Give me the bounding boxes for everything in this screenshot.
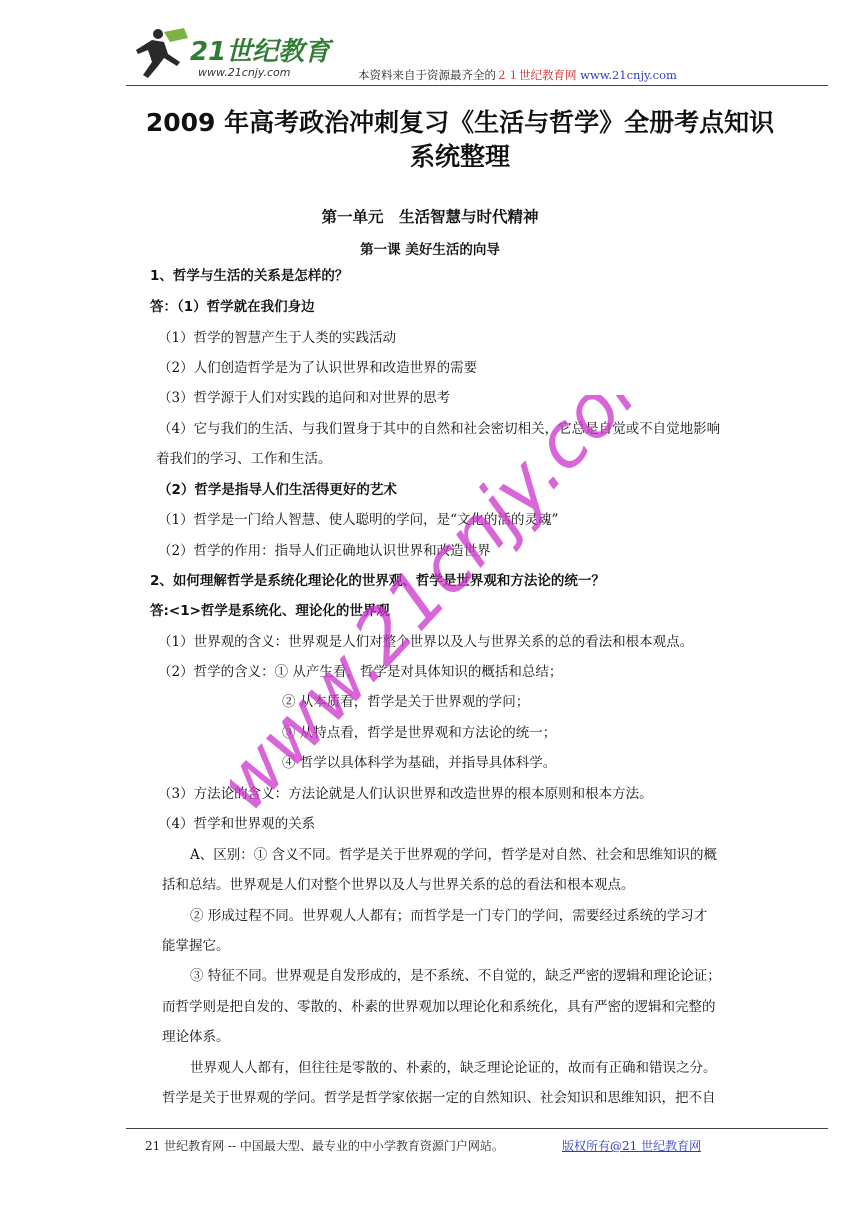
footer-divider [126,1128,828,1129]
page-title [120,106,800,174]
logo-text: 21世纪教育 [190,37,331,67]
answer-heading: 答:<1>哲学是系统化、理论化的世界观 [150,603,390,619]
title-line-1: 2009 年高考政治冲刺复习《生活与哲学》全册考点知识 [145,108,775,137]
answer-heading: 答：（1）哲学就在我们身边 [150,299,315,315]
body-line: （2）人们创造哲学是为了认识世界和改造世界的需要 [158,360,478,376]
body-line: ③ 从特点看，哲学是世界观和方法论的统一； [282,725,557,741]
body-line: （2）哲学的作用：指导人们正确地认识世界和改造世界 [158,543,491,559]
footer-note: 21 世纪教育网 -- 中国最大型、最专业的中小学教育资源门户网站。 [145,1139,504,1153]
body-line: （2）哲学的含义：① 从产生看，哲学是对具体知识的概括和总结； [158,664,563,680]
body-line: 世界观人人都有，但往往是零散的、朴素的，缺乏理论论证的，故而有正确和错误之分。 [190,1060,717,1076]
footer-copyright-link[interactable]: 版权所有@21 世纪教育网 [562,1139,702,1153]
body-line: 着我们的学习、工作和生活。 [156,451,332,467]
body-line: 理论体系。 [162,1029,230,1045]
body-line: 哲学是关于世界观的学问。哲学是哲学家依据一定的自然知识、社会知识和思维知识，把不自 [162,1090,716,1106]
body-line: （4）它与我们的生活、与我们置身于其中的自然和社会密切相关，它总是自觉或不自觉地影响 [158,421,721,437]
watermark-text: www.21cnjy.com [230,395,650,828]
body-line: （1）世界观的含义：世界观是人们对整个世界以及人与世界关系的总的看法和根本观点。 [158,634,694,650]
lesson-heading: 第一课 美好生活的向导 [360,242,500,258]
body-line: ③ 特征不同。世界观是自发形成的，是不系统、不自觉的，缺乏严密的逻辑和理论论证； [190,968,721,984]
body-line: ④ 哲学以具体科学为基础，并指导具体科学。 [282,755,557,771]
question-heading: 1、哲学与生活的关系是怎样的？ [150,268,349,284]
title-line-2: 系统整理 [409,142,510,171]
body-line: （1）哲学是一门给人智慧、使人聪明的学问，是“文化的活的灵魂” [158,512,559,528]
body-line: （4）哲学和世界观的关系 [158,816,316,832]
body-line: （3）哲学源于人们对实践的追问和对世界的思考 [158,390,451,406]
question-heading: 2、如何理解哲学是系统化理论化的世界观、哲学是世界观和方法论的统一？ [150,573,605,589]
logo-url: www.21cnjy.com [198,66,291,79]
header-note-url[interactable]: www.21cnjy.com [580,68,677,82]
body-line: （3）方法论的含义：方法论就是人们认识世界和改造世界的根本原则和根本方法。 [158,786,653,802]
body-line: （1）哲学的智慧产生于人类的实践活动 [158,330,397,346]
body-line: 括和总结。世界观是人们对整个世界以及人与世界关系的总的看法和根本观点。 [162,877,635,893]
site-logo [128,22,338,82]
header-note-prefix: 本资料来自于资源最齐全的 [358,68,496,82]
header-note-site: ２１世纪教育网 [496,68,577,82]
body-line: ② 从本质看，哲学是关于世界观的学问； [282,694,530,710]
body-line: 能掌握它。 [162,938,230,954]
unit-heading: 第一单元 生活智慧与时代精神 [321,208,539,226]
body-line: A、区别：① 含义不同。哲学是关于世界观的学问，哲学是对自然、社会和思维知识的概 [190,847,718,863]
body-line: 而哲学则是把自发的、零散的、朴素的世界观加以理论化和系统化，具有严密的逻辑和完整的 [162,999,716,1015]
header-divider [126,85,828,86]
body-line: ② 形成过程不同。世界观人人都有；而哲学是一门专门的学问，需要经过系统的学习才 [190,908,708,924]
header-note [358,67,677,83]
subheading: （2）哲学是指导人们生活得更好的艺术 [158,482,397,498]
